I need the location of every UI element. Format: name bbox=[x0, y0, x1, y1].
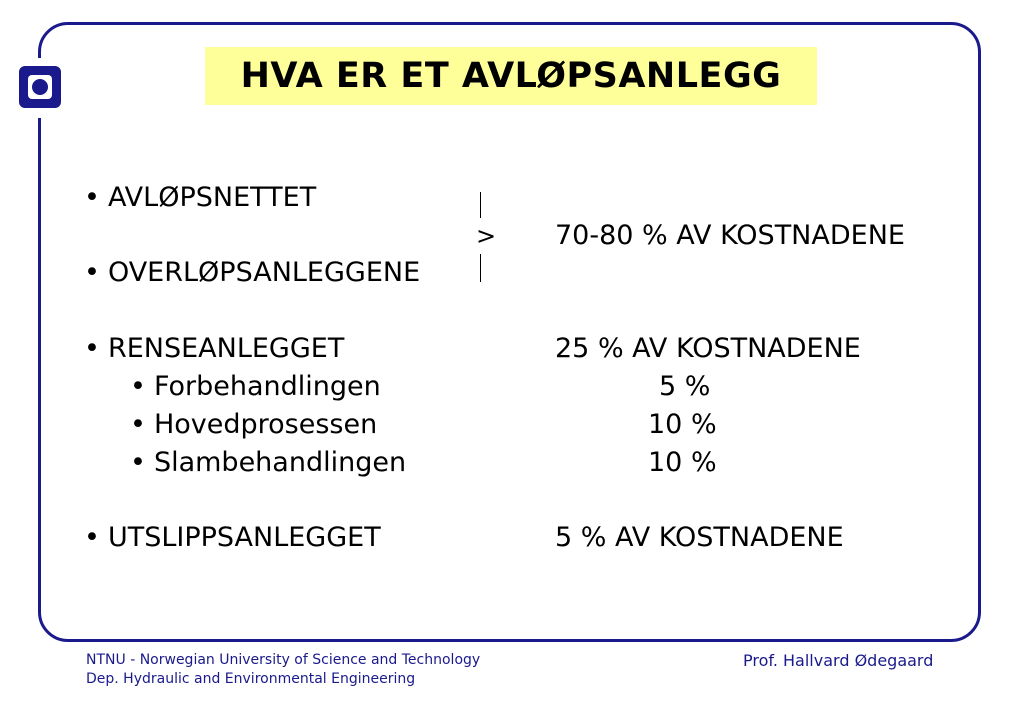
sub-item-forbehandlingen bbox=[130, 370, 381, 404]
title-box bbox=[205, 47, 817, 105]
bullet-marker: • bbox=[84, 333, 100, 364]
bracket-line-bottom bbox=[480, 254, 481, 282]
sub-item-slambehandlingen bbox=[130, 446, 406, 480]
bracket-line-top bbox=[480, 192, 481, 218]
footer-author: Prof. Hallvard Ødegaard bbox=[743, 651, 934, 670]
item-value: 5 % bbox=[659, 371, 711, 402]
arrow-symbol: > bbox=[476, 222, 497, 250]
item-value: 25 % AV KOSTNADENE bbox=[555, 333, 861, 364]
bullet-marker: • bbox=[130, 409, 146, 440]
bullet-marker: • bbox=[84, 182, 100, 213]
ntnu-logo-icon bbox=[19, 66, 61, 108]
bullet-marker: • bbox=[130, 371, 146, 402]
footer-institution: NTNU - Norwegian University of Science and Technology bbox=[86, 652, 481, 668]
item-label: OVERLØPSANLEGGENE bbox=[107, 257, 421, 288]
item-value: 5 % AV KOSTNADENE bbox=[555, 522, 844, 553]
list-item-renseanlegget bbox=[84, 332, 344, 366]
item-value: 10 % bbox=[648, 447, 717, 478]
list-item-utslippsanlegget bbox=[84, 521, 381, 555]
slide-title: HVA ER ET AVLØPSANLEGG bbox=[240, 56, 782, 96]
list-item-overlopsanleggene bbox=[84, 256, 420, 290]
item-label: RENSEANLEGGET bbox=[107, 333, 345, 364]
item-label: Slambehandlingen bbox=[153, 447, 407, 478]
item-label: Forbehandlingen bbox=[153, 371, 381, 402]
group-value: 70-80 % AV KOSTNADENE bbox=[555, 220, 905, 251]
sub-item-hovedprosessen bbox=[130, 408, 377, 442]
item-label: AVLØPSNETTET bbox=[107, 182, 317, 213]
item-label: UTSLIPPSANLEGGET bbox=[107, 522, 381, 553]
bullet-marker: • bbox=[84, 257, 100, 288]
bullet-marker: • bbox=[84, 522, 100, 553]
item-value: 10 % bbox=[648, 409, 717, 440]
bullet-marker: • bbox=[130, 447, 146, 478]
footer-department: Dep. Hydraulic and Environmental Engineering bbox=[86, 671, 416, 687]
item-label: Hovedprosessen bbox=[153, 409, 378, 440]
list-item-avlopsnettet bbox=[84, 181, 316, 215]
